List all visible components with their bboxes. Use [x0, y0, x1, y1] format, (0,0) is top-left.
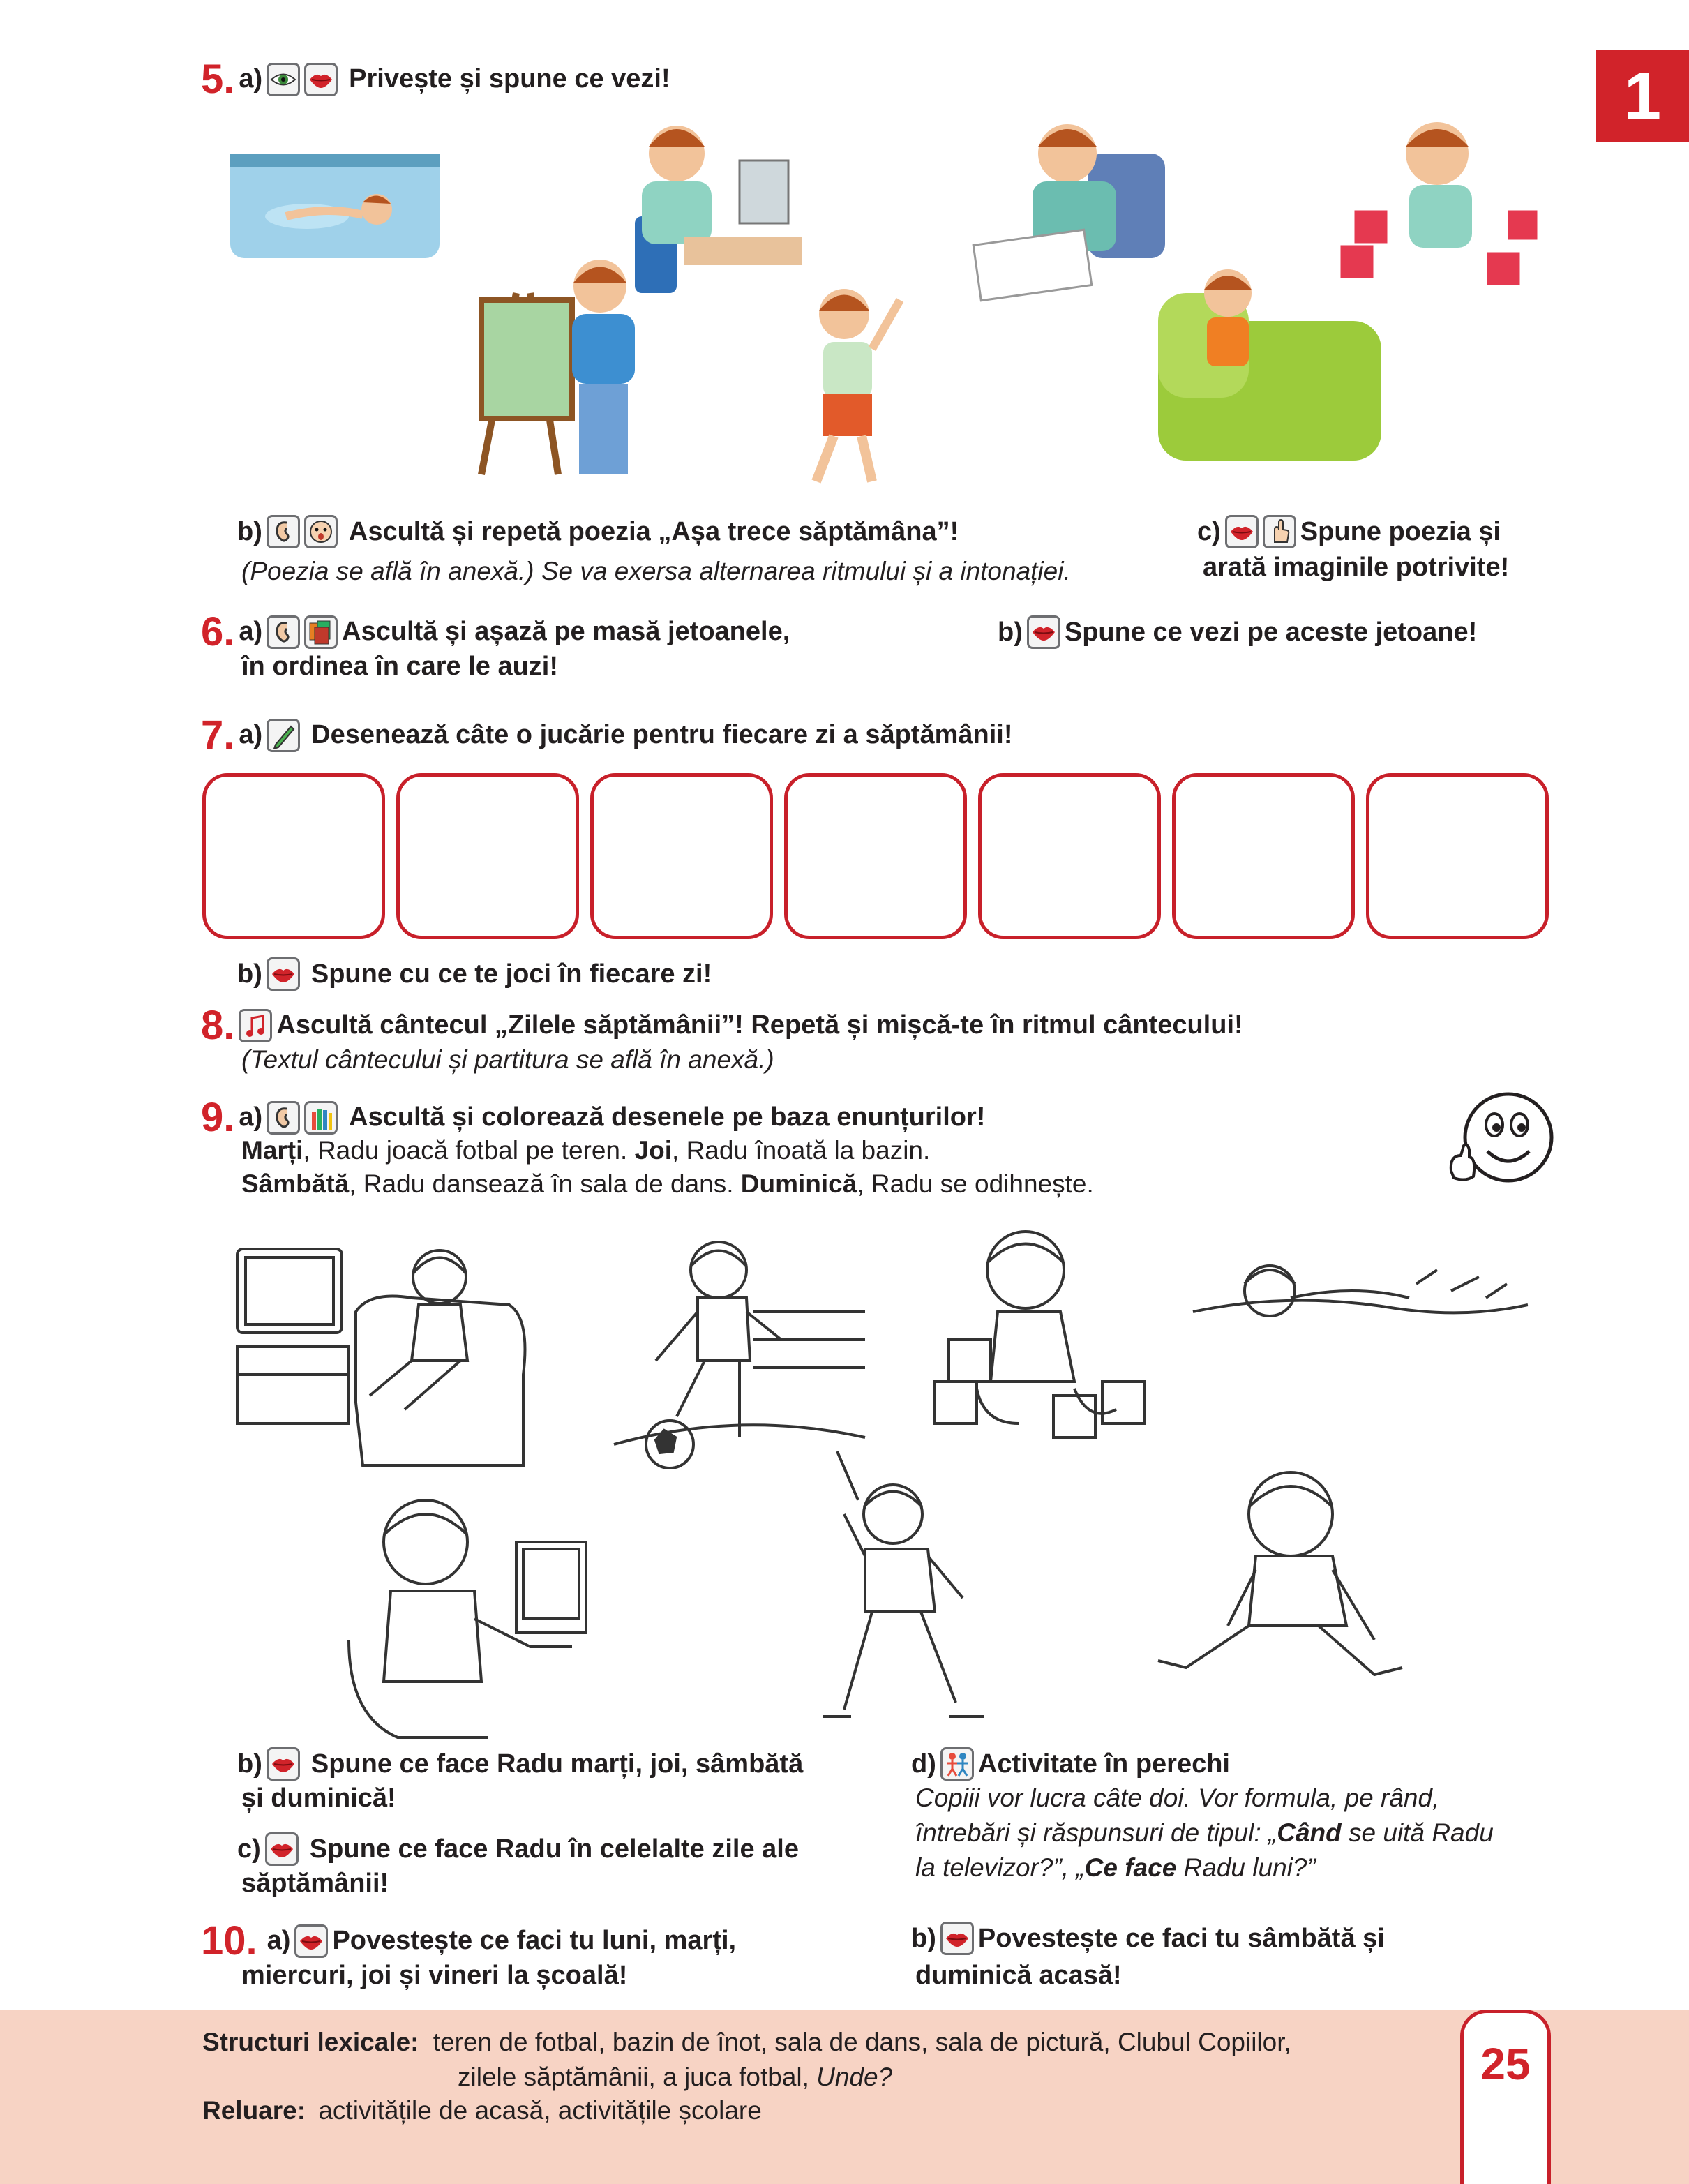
lips-icon	[265, 1832, 299, 1866]
pencil-icon	[267, 719, 300, 752]
ex6-b-text: Spune ce vezi pe aceste jetoane!	[1064, 617, 1478, 647]
ex9-sentences-line1	[241, 1136, 930, 1165]
resting-drawing	[1144, 1451, 1423, 1716]
ex10-a-text1: Povestește ce faci tu luni, marți,	[332, 1926, 737, 1955]
drawing-box-7[interactable]	[1366, 773, 1549, 939]
lexical-structures-line1	[202, 2028, 1291, 2057]
ex5-c-label: c)	[1197, 516, 1221, 546]
ex10-b	[911, 1922, 1385, 1955]
ex9-a-text: Ascultă și colorează desenele pe baza enunțurilor!	[349, 1102, 986, 1132]
lips-icon	[1225, 515, 1259, 548]
ex6-number: 6.	[201, 609, 235, 655]
ex9-b-text2: și duminică!	[241, 1783, 396, 1813]
lips-icon	[267, 1747, 300, 1781]
ex7-number: 7.	[201, 712, 235, 758]
ex10-number: 10.	[201, 1918, 257, 1964]
ex5-c-text1: Spune poezia și	[1300, 516, 1501, 546]
smiley-thumbs-up-icon	[1444, 1089, 1556, 1193]
ex8-number: 8.	[201, 1003, 235, 1048]
lips-icon	[267, 957, 300, 991]
ex9-c-label: c)	[237, 1834, 261, 1864]
ex9-b-label: b)	[237, 1749, 262, 1779]
ex10-a	[201, 1917, 736, 1964]
lips-icon	[1027, 615, 1060, 649]
drawing-illustration	[963, 98, 1172, 307]
chapter-number: 1	[1596, 50, 1689, 142]
ex8	[201, 1002, 1243, 1049]
computer-drawing	[335, 1479, 628, 1744]
reluare-line	[202, 2096, 762, 2125]
swimming-illustration	[223, 140, 446, 279]
ex6-b-label: b)	[998, 617, 1023, 647]
painting-illustration	[453, 251, 677, 481]
ex9-sentences-line2	[241, 1169, 1094, 1199]
ex8-note: (Textul cântecului și partitura se află în anexă.)	[241, 1045, 774, 1074]
sentence-3: , Radu dansează în sala de dans.	[349, 1169, 734, 1198]
day-joi: Joi	[634, 1136, 673, 1165]
ex6-a	[201, 608, 790, 655]
d-line3-c: Radu luni?”	[1176, 1853, 1316, 1882]
music-note-icon	[239, 1009, 272, 1042]
ex9-b-text1: Spune ce face Radu marți, joi, sâmbătă	[310, 1749, 804, 1779]
ex8-text: Ascultă cântecul „Zilele săptămânii”! Repetă și mișcă-te în ritmul cântecului!	[276, 1010, 1243, 1040]
ex9-c	[237, 1832, 799, 1866]
ex9-number: 9.	[201, 1095, 235, 1140]
sentence-2: , Radu înoată la bazin.	[672, 1136, 931, 1165]
lips-icon	[294, 1924, 328, 1958]
ex7-a-text: Desenează câte o jucărie pentru fiecare zi a săptămânii!	[311, 720, 1013, 749]
drawing-box-5[interactable]	[978, 773, 1161, 939]
cards-icon	[304, 615, 338, 649]
ex7-a-label: a)	[239, 720, 263, 749]
ex7-b	[237, 957, 712, 991]
pair-icon	[940, 1747, 974, 1781]
swimming-drawing	[1186, 1242, 1535, 1354]
blocks-drawing	[921, 1221, 1172, 1444]
day-duminica: Duminică	[740, 1169, 857, 1198]
ex5-c	[1197, 515, 1501, 548]
reluare-text: activitățile de acasă, activitățile școlare	[318, 2096, 762, 2125]
ex9-d-line1: Copiii vor lucra câte doi. Vor formula, pe rând,	[915, 1783, 1440, 1812]
ear-icon	[267, 1101, 300, 1135]
drawing-box-2[interactable]	[396, 773, 579, 939]
lexical-text2: zilele săptămânii, a juca fotbal,	[458, 2063, 817, 2091]
sentence-1: , Radu joacă fotbal pe teren.	[303, 1136, 628, 1165]
surprised-face-icon	[304, 515, 338, 548]
ex10-a-label: a)	[267, 1926, 291, 1955]
ex10-b-text1: Povestește ce faci tu sâmbătă și	[977, 1923, 1385, 1953]
ex5-c-text2: arată imaginile potrivite!	[1203, 553, 1510, 582]
dancing-illustration	[767, 272, 921, 495]
dancing-drawing	[795, 1437, 1005, 1737]
ear-icon	[267, 615, 300, 649]
d-line3-bold: Ce face	[1084, 1853, 1177, 1882]
lips-icon	[940, 1922, 974, 1955]
eye-icon	[267, 63, 300, 96]
d-line3-a: la televizor?”, „	[915, 1853, 1085, 1882]
ex9-d	[911, 1747, 1230, 1781]
drawing-box-6[interactable]	[1172, 773, 1355, 939]
ex5-b-note: (Poezia se află în anexă.) Se va exersa alternarea ritmului și a intonației.	[241, 557, 1071, 585]
ex6-a-label: a)	[239, 617, 263, 646]
crayons-icon	[304, 1101, 338, 1135]
ex9-d-line3	[915, 1853, 1316, 1883]
tv-watching-drawing	[230, 1235, 537, 1486]
reluare-label: Reluare:	[202, 2096, 306, 2125]
ex9-d-label: d)	[911, 1749, 936, 1779]
ex5-a-label: a)	[239, 64, 263, 94]
lexical-unde: Unde?	[816, 2063, 893, 2091]
day-sambata: Sâmbătă	[241, 1169, 350, 1198]
lexical-structures-line2	[458, 2063, 892, 2092]
ex9-d-line2	[915, 1818, 1494, 1848]
ex7-a	[201, 712, 1012, 758]
ex9-b	[237, 1747, 803, 1781]
drawing-box-3[interactable]	[590, 773, 773, 939]
lexical-text1: teren de fotbal, bazin de înot, sala de dans, sala de pictură, Clubul Copiilor,	[433, 2028, 1291, 2056]
ex5-b-text: Ascultă și repetă poezia „Așa trece săptămâna”!	[348, 516, 959, 546]
ex5-b-label: b)	[237, 516, 262, 546]
ex9-c-text1: Spune ce face Radu în celelalte zile ale	[309, 1834, 799, 1864]
ex6-a-text1: Ascultă și așază pe masă jetoanele,	[342, 617, 790, 646]
d-line2-bold: Când	[1277, 1818, 1342, 1847]
ex5-a	[201, 56, 670, 103]
sentence-4: , Radu se odihnește.	[857, 1169, 1094, 1198]
d-line2-c: se uită Radu	[1341, 1818, 1494, 1847]
ex6-b	[998, 615, 1477, 649]
ex7-b-label: b)	[237, 959, 262, 989]
ex10-b-label: b)	[911, 1923, 936, 1953]
drawing-box-4[interactable]	[784, 773, 967, 939]
page-number: 25	[1460, 2010, 1551, 2184]
ex9-a-label: a)	[239, 1102, 263, 1132]
ex10-b-text2: duminică acasă!	[915, 1961, 1122, 1990]
playing-blocks-illustration	[1326, 105, 1549, 307]
ex10-a-text2: miercuri, joi și vineri la școală!	[241, 1961, 628, 1990]
ear-icon	[267, 515, 300, 548]
drawing-box-1[interactable]	[202, 773, 385, 939]
ex5-b	[237, 515, 959, 548]
pointing-hand-icon	[1263, 515, 1296, 548]
ex7-b-text: Spune cu ce te joci în fiecare zi!	[310, 959, 712, 989]
ex9-c-text2: săptămânii!	[241, 1869, 389, 1898]
lexical-label: Structuri lexicale:	[202, 2028, 419, 2056]
lips-icon	[304, 63, 338, 96]
ex5-a-text: Privește și spune ce vezi!	[349, 64, 670, 94]
d-line2-a: întrebări și răspunsuri de tipul: „	[915, 1818, 1277, 1847]
day-marti: Marți	[241, 1136, 303, 1165]
ex5-number: 5.	[201, 57, 235, 102]
ex9-a	[201, 1094, 985, 1141]
ex6-a-text2: în ordinea în care le auzi!	[241, 652, 559, 681]
ex9-d-title: Activitate în perechi	[977, 1749, 1230, 1779]
